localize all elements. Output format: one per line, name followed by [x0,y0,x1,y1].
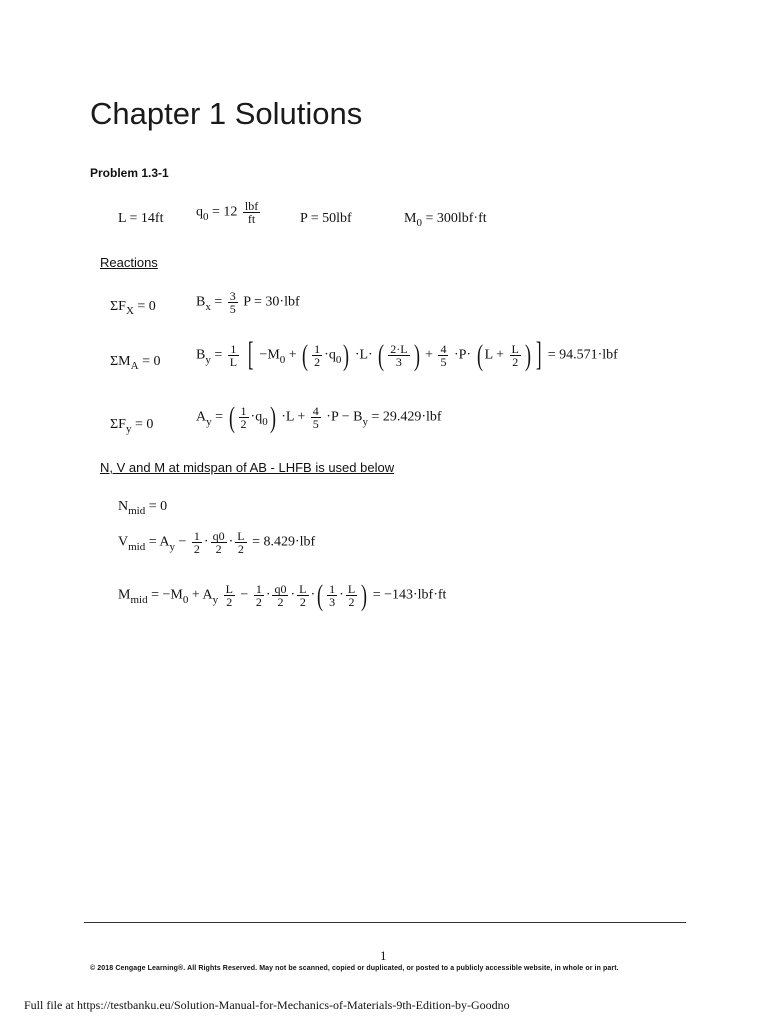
given-length: L = 14ft [118,211,164,226]
given-point-load: P = 50lbf [300,211,352,226]
given-distributed-load: $q_0 = 12$ $\frac{\text{lbf}}{ft}$ [196,199,259,226]
n-mid-equation: $N_{mid} = 0$ [118,499,168,518]
sum-fy-condition: $\Sigma F_y = 0$ [110,417,154,436]
reactions-heading: Reactions [100,255,158,270]
sum-ma-condition: $\Sigma M_A = 0$ [110,354,161,373]
midspan-heading: N, V and M at midspan of AB - LHFB is used below [100,460,395,475]
bx-equation: $B_x$ = $\frac{3}{5}$ P = 30·lbf [196,289,300,316]
full-file-link[interactable]: Full file at https://testbanku.eu/Solution-Manual-for-Mechanics-of-Materials-9th-Edition-by-Goodno [24,998,510,1012]
copyright-notice: © 2018 Cengage Learning®. All Rights Reserved. May not be scanned, copied or duplicated, or posted to a publicly accessible website, in whole or in part. [90,965,619,972]
page-title: Chapter 1 Solutions [90,96,363,131]
footer-divider [84,922,686,923]
sum-fx-condition: $\Sigma F_X = 0$ [110,299,156,318]
by-equation: $B_y$ = $\frac{1}{L}$ [ $-M_0$ + ( $\frac{1}{2}$ $\cdot q_0) \cdot L\cdot$ ( $\frac{2\cdot L}{3}$ ) + $\frac{4}{5}$ ·P· ( L + $\frac{L}{2}$ ) ] = 94.571·lbf [196,336,618,373]
problem-label: Problem 1.3-1 [90,166,169,180]
v-mid-equation: $V_{mid} = A_y$ − $\frac{1}{2}$ · $\frac{q0}{2}$ · $\frac{L}{2}$ = 8.429·lbf [118,529,316,556]
page-number: 1 [380,948,387,963]
ay-equation: $A_y$ = ( $\frac{1}{2}$ $\cdot q_0) \cdot L$ + $\frac{4}{5}$ $\cdot P - B_y = 29.429\cdot lbf$ [196,401,442,434]
m-mid-equation: $M_{mid} = -M_0 + A_y$ $\frac{L}{2}$ − $\frac{1}{2}$ · $\frac{q0}{2}$ · $\frac{L}{2}$ ·( $\frac{1}{3}$ · $\frac{L}{2}$ ) = −143·lbf·ft [118,579,447,612]
given-moment: $M_0 = 300lbf\cdot ft$ [404,211,487,230]
